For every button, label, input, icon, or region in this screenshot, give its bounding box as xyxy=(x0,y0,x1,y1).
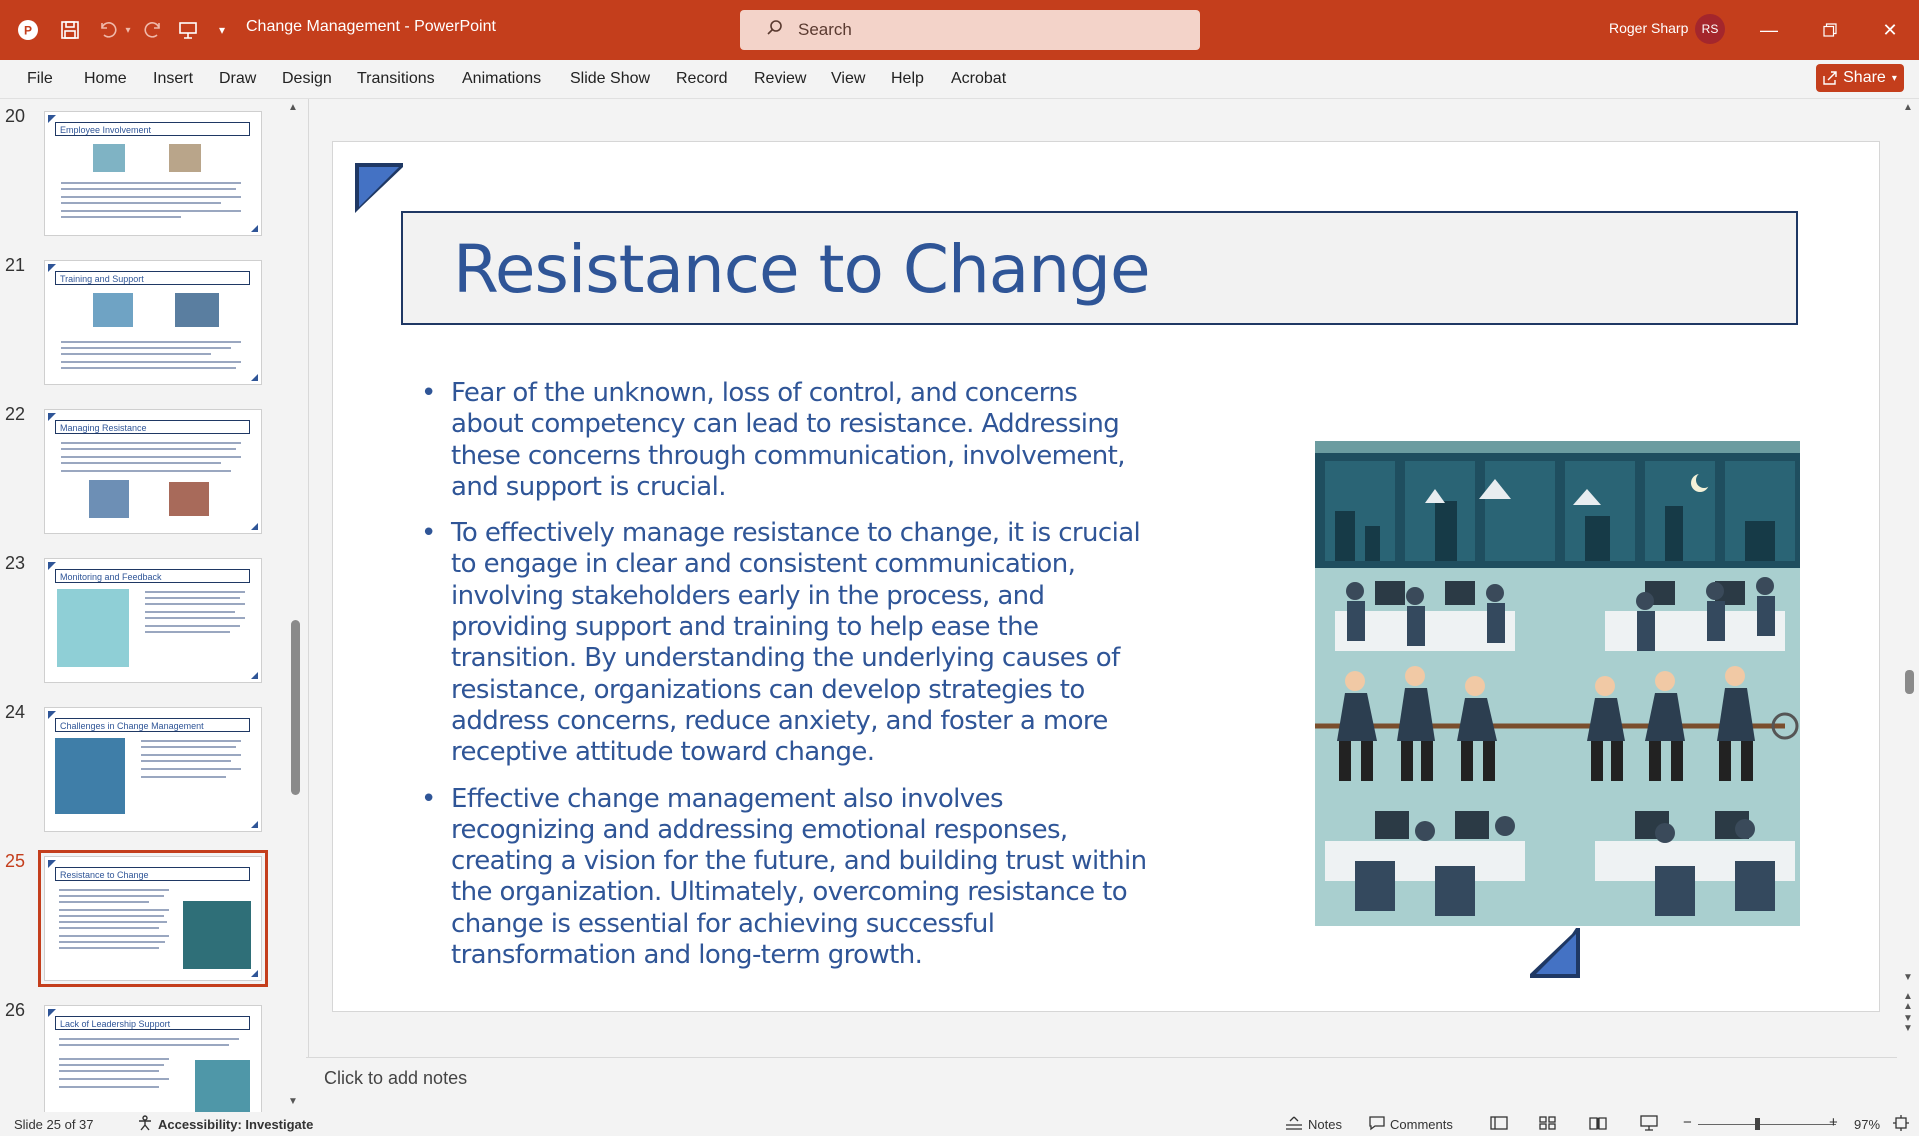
tab-home[interactable]: Home xyxy=(84,70,127,87)
bullet-item[interactable]: • To effectively manage resistance to change, it is crucial to engage in clear and consistent communication, involving stakeholders early in the process, and providing support and training to help ease the transition. By understanding the underlying causes of resistance, organizations can develop strategies to address concerns, reduce anxiety, and foster a more receptive attitude toward change. xyxy=(451,518,1151,768)
thumbnail-image xyxy=(169,144,201,172)
thumbnail-text-line xyxy=(141,740,241,742)
tab-view[interactable]: View xyxy=(831,70,866,87)
thumbnail-text-line xyxy=(61,216,181,218)
content-placeholder[interactable] xyxy=(451,378,1151,986)
thumbnail-image xyxy=(89,480,129,518)
tab-insert[interactable]: Insert xyxy=(153,70,194,87)
title-bar xyxy=(0,0,1919,60)
thumbnail-text-line xyxy=(61,196,241,198)
thumbnail-text-line xyxy=(141,768,241,770)
thumbnail-text-line xyxy=(59,941,165,943)
thumbnail-title: Resistance to Change xyxy=(55,867,250,881)
thumbnail-text-line xyxy=(61,462,221,464)
thumbnail-text-line xyxy=(59,1044,229,1046)
save-icon[interactable] xyxy=(54,14,86,46)
notes-placeholder[interactable]: Click to add notes xyxy=(324,1068,468,1088)
reading-view-icon[interactable] xyxy=(1589,1115,1607,1134)
document-title: Change Management - PowerPoint xyxy=(246,18,496,35)
thumb-corner-decoration xyxy=(251,970,258,977)
comments-icon[interactable] xyxy=(1368,1115,1386,1134)
thumbnail-text-line xyxy=(61,202,221,204)
thumbnail-text-line xyxy=(59,927,159,929)
slide-scrollbar-thumb[interactable] xyxy=(1905,670,1914,694)
thumbnail-number: 20 xyxy=(5,106,26,126)
thumbnail-image xyxy=(93,144,125,172)
undo-dropdown-icon[interactable]: ▾ xyxy=(125,24,131,36)
slide-thumbnail-22[interactable] xyxy=(44,409,262,534)
tab-design[interactable]: Design xyxy=(282,70,332,87)
thumbnail-text-line xyxy=(59,901,149,903)
user-name[interactable]: Roger Sharp xyxy=(1609,20,1689,36)
tab-record[interactable]: Record xyxy=(676,70,728,87)
status-bar xyxy=(0,1112,1919,1136)
thumbnail-text-line xyxy=(145,597,240,599)
corner-decoration-bottom-right xyxy=(1530,928,1582,980)
accessibility-icon[interactable] xyxy=(137,1115,153,1134)
thumb-corner-decoration xyxy=(251,821,258,828)
thumbnail-text-line xyxy=(145,617,245,619)
thumbnail-title: Managing Resistance xyxy=(55,420,250,434)
thumb-corner-decoration xyxy=(251,374,258,381)
thumbnail-text-line xyxy=(59,947,159,949)
thumb-corner-decoration xyxy=(251,523,258,530)
thumbnail-text-line xyxy=(61,470,231,472)
slide-thumbnail-20[interactable] xyxy=(44,111,262,236)
redo-icon[interactable] xyxy=(137,14,169,46)
tab-animations[interactable]: Animations xyxy=(462,70,542,87)
pane-divider xyxy=(308,99,309,1112)
slide-canvas[interactable] xyxy=(332,141,1880,1012)
thumbnail-title: Monitoring and Feedback xyxy=(55,569,250,583)
thumbnail-text-line xyxy=(141,746,236,748)
thumbnail-text-line xyxy=(145,591,245,593)
thumbnail-text-line xyxy=(59,921,167,923)
slide-count: Slide 25 of 37 xyxy=(14,1117,94,1132)
tab-slide-show[interactable]: Slide Show xyxy=(570,70,651,87)
thumbnail-text-line xyxy=(61,448,236,450)
search-icon xyxy=(766,19,784,42)
minimize-icon[interactable]: — xyxy=(1760,19,1778,40)
close-icon[interactable]: ✕ xyxy=(1882,19,1898,40)
tab-acrobat[interactable]: Acrobat xyxy=(951,70,1007,87)
next-slide-icon[interactable]: ▼ ▼ xyxy=(1903,1013,1913,1034)
slide-thumbnail-26[interactable] xyxy=(44,1005,262,1114)
thumbnail-text-line xyxy=(61,347,231,349)
thumbnail-title: Lack of Leadership Support xyxy=(55,1016,250,1030)
present-icon[interactable] xyxy=(172,14,204,46)
thumbnail-text-line xyxy=(141,754,241,756)
accessibility-status[interactable]: Accessibility: Investigate xyxy=(158,1117,314,1132)
title-placeholder[interactable] xyxy=(401,211,1798,325)
notes-button[interactable]: Notes xyxy=(1308,1117,1342,1132)
avatar[interactable]: RS xyxy=(1695,14,1725,44)
share-button[interactable] xyxy=(1816,64,1904,92)
scroll-down-icon[interactable]: ▼ xyxy=(1903,972,1913,983)
thumbnail-text-line xyxy=(59,1058,169,1060)
search-input[interactable] xyxy=(740,10,1200,50)
thumbnail-text-line xyxy=(59,1070,159,1072)
tab-help[interactable]: Help xyxy=(891,70,924,87)
zoom-in-icon[interactable]: + xyxy=(1829,1114,1838,1131)
scroll-up-icon[interactable]: ▲ xyxy=(1903,102,1913,113)
thumbnail-text-line xyxy=(61,188,236,190)
thumbnail-text-line xyxy=(61,182,241,184)
thumbnail-number: 26 xyxy=(5,1000,26,1020)
thumbnail-image xyxy=(93,293,133,327)
previous-slide-icon[interactable]: ▲ ▲ xyxy=(1903,991,1913,1012)
zoom-level[interactable]: 97% xyxy=(1854,1117,1881,1132)
thumb-corner-decoration xyxy=(251,672,258,679)
thumbnail-text-line xyxy=(145,625,240,627)
zoom-slider-thumb[interactable] xyxy=(1755,1118,1760,1130)
thumbnail-text-line xyxy=(145,631,230,633)
thumbnail-text-line xyxy=(59,1064,164,1066)
zoom-out-icon[interactable]: − xyxy=(1683,1114,1692,1131)
powerpoint-logo-icon xyxy=(12,14,44,46)
thumbnail-text-line xyxy=(59,889,169,891)
thumbnail-text-line xyxy=(61,361,241,363)
normal-view-icon[interactable] xyxy=(1490,1115,1508,1134)
thumbnail-text-line xyxy=(59,895,164,897)
search-placeholder: Search xyxy=(798,20,852,39)
thumbnail-text-line xyxy=(145,603,245,605)
bullet-item[interactable]: • Effective change management also involves recognizing and addressing emotional responses, creating a vision for the future, and building trust within the organization. Ultimately, overcoming resistance to change is essential for achieving successful transformation and long-term growth. xyxy=(451,784,1151,972)
scroll-down-icon[interactable]: ▼ xyxy=(288,1096,298,1107)
scroll-up-icon[interactable]: ▲ xyxy=(288,102,298,113)
thumbnail-title: Training and Support xyxy=(55,271,250,285)
slide-thumbnail-21[interactable] xyxy=(44,260,262,385)
thumbnail-number: 24 xyxy=(5,702,26,722)
thumbnail-text-line xyxy=(59,935,169,937)
thumbnail-number: 25 xyxy=(5,851,26,871)
tab-draw[interactable]: Draw xyxy=(219,70,257,87)
bullet-item[interactable]: • Fear of the unknown, loss of control, and concerns about competency can lead to resistance. Addressing these concerns through communication, involvement, and support is crucial. xyxy=(451,378,1151,503)
thumbnail-image xyxy=(195,1060,250,1113)
office-tug-of-war-image[interactable] xyxy=(1315,441,1800,926)
comments-button[interactable]: Comments xyxy=(1390,1117,1453,1132)
notes-area[interactable] xyxy=(306,1057,1897,1114)
ribbon-tabs xyxy=(0,60,1919,99)
svg-text:P: P xyxy=(23,23,33,38)
slide-sorter-icon[interactable] xyxy=(1539,1115,1557,1134)
thumbnail-title: Employee Involvement xyxy=(55,122,250,136)
slide-thumbnail-25[interactable] xyxy=(44,856,262,981)
thumbnail-number: 22 xyxy=(5,404,26,424)
thumbnail-number: 23 xyxy=(5,553,26,573)
share-label: Share xyxy=(1843,69,1886,86)
thumbnail-title: Challenges in Change Management xyxy=(55,718,250,732)
restore-icon[interactable] xyxy=(1810,12,1850,48)
tab-review[interactable]: Review xyxy=(754,70,807,87)
thumbnail-text-line xyxy=(61,353,211,355)
thumbnail-text-line xyxy=(61,210,241,212)
tab-file[interactable]: File xyxy=(27,70,53,87)
share-dropdown-icon: ▾ xyxy=(1891,72,1897,84)
thumbnail-text-line xyxy=(141,776,226,778)
thumbnail-text-line xyxy=(59,1038,239,1040)
thumbnail-text-line xyxy=(59,1086,159,1088)
thumbnail-image xyxy=(175,293,219,327)
slide-thumbnail-24[interactable] xyxy=(44,707,262,832)
thumbnail-text-line xyxy=(61,456,241,458)
slide-title[interactable]: Resistance to Change xyxy=(453,231,1150,308)
thumbnail-text-line xyxy=(61,442,241,444)
thumbnail-text-line xyxy=(61,367,236,369)
notes-icon[interactable] xyxy=(1285,1115,1303,1134)
fit-to-window-icon[interactable] xyxy=(1893,1115,1909,1134)
thumbnail-image xyxy=(57,589,129,667)
share-icon xyxy=(1823,71,1837,85)
corner-decoration-top-left xyxy=(355,163,405,215)
thumbnail-text-line xyxy=(59,909,169,911)
customize-toolbar-icon[interactable]: ▾ xyxy=(218,23,226,37)
slide-thumbnail-pane[interactable] xyxy=(0,99,306,1112)
thumbnail-number: 21 xyxy=(5,255,26,275)
zoom-slider[interactable] xyxy=(1698,1124,1836,1125)
thumbnail-image xyxy=(55,738,125,814)
thumbnail-text-line xyxy=(141,760,231,762)
slide-thumbnail-23[interactable] xyxy=(44,558,262,683)
thumbnail-text-line xyxy=(59,1078,169,1080)
thumbnail-scrollbar-thumb[interactable] xyxy=(291,620,300,795)
thumbnail-image xyxy=(183,901,251,969)
thumbnail-text-line xyxy=(61,341,241,343)
thumbnail-text-line xyxy=(145,611,235,613)
thumbnail-image xyxy=(169,482,209,516)
thumb-corner-decoration xyxy=(251,225,258,232)
tab-transitions[interactable]: Transitions xyxy=(357,70,435,87)
slideshow-view-icon[interactable] xyxy=(1640,1115,1658,1134)
thumbnail-text-line xyxy=(59,915,164,917)
